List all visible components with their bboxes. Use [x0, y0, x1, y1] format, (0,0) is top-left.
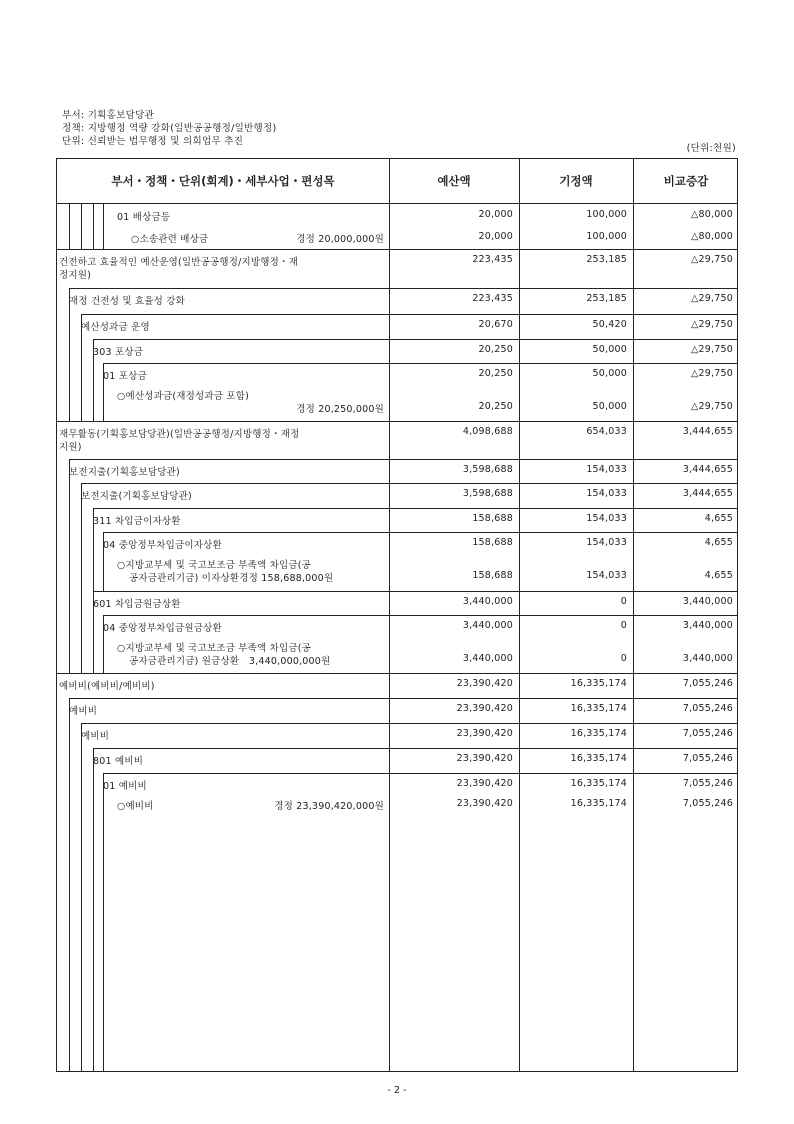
row-title-continued: 공자금관리기금) 원금상환 3,440,000,000원 [129, 656, 331, 667]
cell-prev: 154,033 [586, 570, 627, 581]
cell-prev: 100,000 [586, 231, 627, 242]
cell-diff: 3,444,655 [682, 488, 733, 499]
row-title: ○지방교부세 및 국고보조금 부족액 차입금(공 [117, 560, 312, 571]
row-title: 건전하고 효율적인 예산운영(일반공공행정/지방행정・재 [59, 257, 299, 268]
row-divider [81, 314, 737, 315]
cell-budget: 223,435 [472, 293, 513, 304]
cell-prev: 50,000 [592, 401, 627, 412]
row-divider [93, 591, 737, 592]
cell-prev: 253,185 [586, 293, 627, 304]
row-title: 303 포상금 [93, 347, 144, 358]
cell-budget: 23,390,420 [456, 728, 513, 739]
row-title-continued: 정지원) [59, 270, 92, 281]
row-divider [93, 339, 737, 340]
cell-budget: 223,435 [472, 254, 513, 265]
cell-budget: 4,098,688 [462, 426, 513, 437]
cell-prev: 16,335,174 [570, 728, 627, 739]
row-title: 601 차입금원금상환 [93, 599, 181, 610]
cell-diff: 7,055,246 [682, 778, 733, 789]
tree-indent-line [69, 204, 70, 249]
row-divider [57, 673, 737, 674]
cell-diff: △29,750 [691, 368, 733, 379]
cell-prev: 0 [620, 653, 627, 664]
tree-indent-line [103, 363, 104, 421]
cell-budget: 158,688 [472, 570, 513, 581]
cell-budget: 23,390,420 [456, 798, 513, 809]
cell-prev: 16,335,174 [570, 703, 627, 714]
col-header-prev: 기정액 [559, 174, 593, 188]
cell-prev: 50,000 [592, 368, 627, 379]
row-title-continued: 공자금관리기금) 이자상환경정 158,688,000원 [129, 573, 334, 584]
cell-budget: 158,688 [472, 513, 513, 524]
cell-diff: 7,055,246 [682, 728, 733, 739]
tree-indent-line [81, 314, 82, 421]
table-header [57, 159, 737, 204]
cell-budget: 23,390,420 [456, 703, 513, 714]
row-title: 재무활동(기획홍보담당관)(일반공공행정/지방행정・재정 [59, 429, 300, 440]
tree-indent-line [69, 459, 70, 673]
tree-indent-line [81, 723, 82, 1072]
cell-budget: 3,440,000 [462, 620, 513, 631]
row-divider [81, 483, 737, 484]
row-title: ○예산성과금(재정성과금 포함) [117, 391, 250, 402]
row-title-continued: 지원) [59, 442, 82, 453]
col-header-title: 부서・정책・단위(회계)・세부사업・편성목 [111, 174, 335, 188]
row-title: ○소송관련 배상금 [131, 234, 209, 245]
cell-budget: 3,598,688 [462, 464, 513, 475]
cell-prev: 0 [620, 596, 627, 607]
col-header-budget: 예산액 [437, 174, 471, 188]
row-amount-note: 경정 20,000,000원 [296, 234, 384, 245]
cell-prev: 16,335,174 [570, 798, 627, 809]
cell-prev: 253,185 [586, 254, 627, 265]
cell-diff: 3,440,000 [682, 596, 733, 607]
row-title: 04 중앙정부차입금이자상환 [103, 540, 222, 551]
cell-prev: 16,335,174 [570, 778, 627, 789]
row-title: 04 중앙정부차입금원금상환 [103, 623, 222, 634]
col-header-diff: 비교증감 [663, 174, 709, 188]
header-department: 부서: 기획홍보담당관 [62, 110, 155, 121]
cell-diff: 7,055,246 [682, 703, 733, 714]
tree-indent-line [69, 288, 70, 421]
cell-diff: 4,655 [704, 570, 733, 581]
cell-diff: △29,750 [691, 293, 733, 304]
header-unit-program: 단위: 신뢰받는 법무행정 및 의회업무 추진 [62, 136, 244, 147]
row-title: 재정 건전성 및 효율성 강화 [69, 296, 186, 307]
row-title: 01 예비비 [103, 781, 147, 792]
tree-indent-line [103, 615, 104, 673]
row-title: 예비비 [81, 731, 110, 742]
row-title: 예비비(예비비/예비비) [59, 681, 155, 692]
row-title: ○예비비 [117, 801, 154, 812]
row-title: 보전지출(기획홍보담당관) [69, 467, 180, 478]
row-title: 예산성과금 운영 [81, 322, 150, 333]
cell-budget: 158,688 [472, 537, 513, 548]
row-divider [57, 421, 737, 422]
row-divider [93, 508, 737, 509]
cell-prev: 654,033 [586, 426, 627, 437]
cell-budget: 23,390,420 [456, 753, 513, 764]
cell-diff: △80,000 [691, 209, 733, 220]
cell-prev: 16,335,174 [570, 753, 627, 764]
cell-prev: 0 [620, 620, 627, 631]
cell-budget: 3,440,000 [462, 653, 513, 664]
cell-diff: 7,055,246 [682, 678, 733, 689]
cell-diff: 3,444,655 [682, 426, 733, 437]
row-amount-note: 경정 23,390,420,000원 [274, 801, 384, 812]
cell-budget: 3,440,000 [462, 596, 513, 607]
unit-label: (단위:천원) [686, 143, 736, 154]
row-title: ○지방교부세 및 국고보조금 부족액 차입금(공 [117, 643, 312, 654]
row-divider [103, 532, 737, 533]
row-title: 311 차입금이자상환 [93, 516, 181, 527]
budget-table [56, 158, 738, 1072]
cell-budget: 20,250 [478, 344, 513, 355]
cell-diff: △29,750 [691, 319, 733, 330]
cell-prev: 50,420 [592, 319, 627, 330]
cell-prev: 154,033 [586, 513, 627, 524]
cell-diff: △80,000 [691, 231, 733, 242]
cell-diff: 3,444,655 [682, 464, 733, 475]
cell-budget: 20,670 [478, 319, 513, 330]
cell-prev: 50,000 [592, 344, 627, 355]
row-divider [103, 363, 737, 364]
row-divider [103, 615, 737, 616]
row-title: 예비비 [69, 706, 98, 717]
row-amount-note: 경정 20,250,000원 [296, 404, 384, 415]
row-divider [93, 748, 737, 749]
cell-diff: △29,750 [691, 344, 733, 355]
tree-indent-line [93, 204, 94, 249]
row-title: 보전지출(기획홍보담당관) [81, 491, 192, 502]
cell-budget: 20,250 [478, 401, 513, 412]
cell-budget: 20,250 [478, 368, 513, 379]
tree-indent-line [93, 508, 94, 673]
cell-budget: 23,390,420 [456, 778, 513, 789]
cell-diff: 3,440,000 [682, 620, 733, 631]
tree-indent-line [93, 748, 94, 1072]
cell-prev: 16,335,174 [570, 678, 627, 689]
cell-budget: 3,598,688 [462, 488, 513, 499]
page-number: - 2 - [387, 1085, 407, 1096]
row-title: 01 포상금 [103, 371, 147, 382]
cell-diff: △29,750 [691, 401, 733, 412]
row-divider [57, 249, 737, 250]
row-title: 01 배상금등 [117, 212, 171, 223]
cell-prev: 100,000 [586, 209, 627, 220]
header-policy: 정책: 지방행정 역량 강화(일반공공행정/일반행정) [62, 123, 277, 134]
cell-diff: 7,055,246 [682, 753, 733, 764]
cell-diff: △29,750 [691, 254, 733, 265]
tree-indent-line [103, 204, 104, 249]
row-divider [69, 288, 737, 289]
row-title: 801 예비비 [93, 756, 144, 767]
cell-budget: 23,390,420 [456, 678, 513, 689]
row-divider [69, 459, 737, 460]
tree-indent-line [69, 698, 70, 1072]
cell-diff: 4,655 [704, 513, 733, 524]
cell-budget: 20,000 [478, 231, 513, 242]
row-divider [103, 773, 737, 774]
tree-indent-line [103, 773, 104, 1072]
cell-budget: 20,000 [478, 209, 513, 220]
row-divider [81, 723, 737, 724]
cell-diff: 7,055,246 [682, 798, 733, 809]
cell-prev: 154,033 [586, 464, 627, 475]
cell-prev: 154,033 [586, 537, 627, 548]
row-divider [69, 698, 737, 699]
tree-indent-line [81, 204, 82, 249]
cell-diff: 4,655 [704, 537, 733, 548]
tree-indent-line [81, 483, 82, 673]
cell-diff: 3,440,000 [682, 653, 733, 664]
tree-indent-line [103, 532, 104, 591]
tree-indent-line [93, 339, 94, 421]
cell-prev: 154,033 [586, 488, 627, 499]
